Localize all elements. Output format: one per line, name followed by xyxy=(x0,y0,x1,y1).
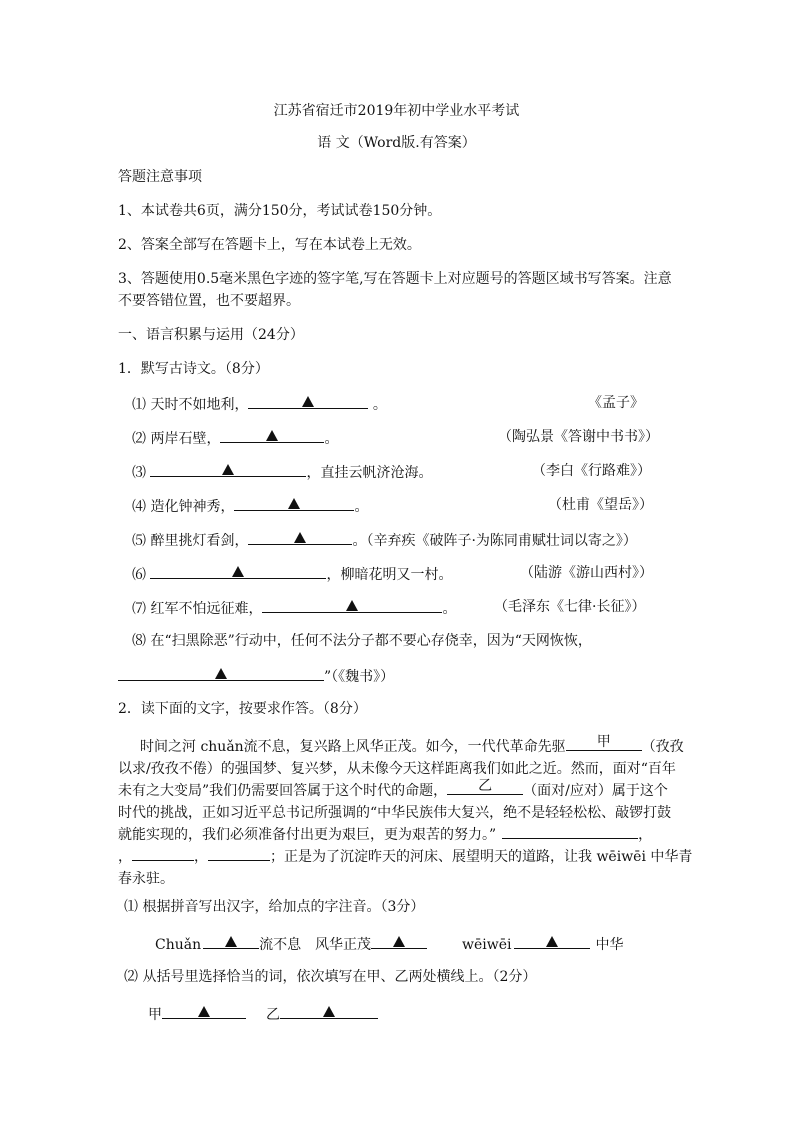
section-heading: 一、语言积累与运用（24分） xyxy=(118,327,304,343)
notes-heading: 答题注意事项 xyxy=(118,169,202,185)
note-item-3-line-1: 3、答题使用0.5毫米黑色字迹的签字笔,写在答题卡上对应题号的答题区域书写答案。注意 xyxy=(118,271,672,287)
poem-item xyxy=(132,564,452,584)
answer-blank[interactable] xyxy=(132,846,194,861)
poem-item xyxy=(132,428,338,448)
item-number: ⑹ xyxy=(132,567,146,583)
item-text: 红军不怕远征难， xyxy=(150,601,263,617)
fill-label: 乙 xyxy=(266,1007,280,1023)
passage-text: ， xyxy=(638,827,653,843)
triangle-marker-icon xyxy=(266,430,278,441)
answer-blank-yi[interactable] xyxy=(447,780,523,795)
triangle-marker-icon xyxy=(222,464,234,475)
item-text: 造化钟神秀， xyxy=(150,499,235,515)
answer-blank[interactable] xyxy=(514,934,590,949)
answer-blank[interactable] xyxy=(234,496,354,511)
answer-blank[interactable] xyxy=(118,666,324,681)
blank-label: 甲 xyxy=(596,734,611,750)
poem-item xyxy=(132,394,387,414)
blank-label: 乙 xyxy=(478,778,493,794)
poem-source: 《孟子》 xyxy=(588,395,644,411)
fill-row xyxy=(266,1004,378,1024)
pinyin-text: 风华正茂 xyxy=(315,937,371,953)
answer-blank[interactable] xyxy=(280,1004,378,1019)
item-text: 天时不如地利， xyxy=(150,397,249,413)
passage-line xyxy=(118,780,678,802)
triangle-marker-icon xyxy=(225,936,237,947)
poem-source: （杜甫《望岳》） xyxy=(548,497,653,513)
poem-source: （陶弘景《答谢中书书》） xyxy=(498,429,659,445)
item-text: 。 xyxy=(324,431,339,447)
item-number: ⑸ xyxy=(132,533,146,549)
passage-line xyxy=(118,846,693,868)
pinyin-text: 中华 xyxy=(595,937,624,953)
item-number: ⑷ xyxy=(132,499,146,515)
poem-source: （毛泽东《七律·长征》） xyxy=(494,599,646,615)
poem-item xyxy=(132,598,456,618)
answer-blank[interactable] xyxy=(502,824,638,839)
poem-source: （陆游《游山西村》） xyxy=(520,565,653,581)
pinyin-row xyxy=(462,934,624,954)
passage-line: 春永驻。 xyxy=(118,871,174,887)
passage-line: 以求/孜孜不倦）的强国梦、复兴梦，从未像今天这样距离我们如此之近。然而，面对“百年 xyxy=(118,761,676,777)
item-number: ⑶ xyxy=(132,465,146,481)
item-text: 醉里挑灯看剑， xyxy=(150,533,249,549)
passage-text: 就能实现的，我们必须准备付出更为艰巨，更为艰苦的努力。” xyxy=(118,827,497,843)
pinyin-text: Chuǎn xyxy=(155,937,202,953)
poem-item-continuation xyxy=(118,666,394,686)
answer-blank[interactable] xyxy=(371,934,427,949)
triangle-marker-icon xyxy=(198,1006,210,1017)
answer-blank[interactable] xyxy=(203,934,259,949)
item-text: ”（《魏书》） xyxy=(324,669,395,685)
triangle-marker-icon xyxy=(546,936,558,947)
exam-subtitle: 语 文（Word版.有答案） xyxy=(317,135,476,151)
answer-blank[interactable] xyxy=(150,564,326,579)
note-item-2: 2、答案全部写在答题卡上，写在本试卷上无效。 xyxy=(118,237,421,253)
item-text: 。 xyxy=(354,499,369,515)
passage-text: （孜孜 xyxy=(641,739,684,755)
item-number: ⑴ xyxy=(132,397,146,413)
triangle-marker-icon xyxy=(232,566,244,577)
triangle-marker-icon xyxy=(288,498,300,509)
answer-blank[interactable] xyxy=(162,1004,246,1019)
triangle-marker-icon xyxy=(393,936,405,947)
answer-blank[interactable] xyxy=(248,530,352,545)
answer-blank[interactable] xyxy=(150,462,306,477)
passage-text: ， xyxy=(118,849,132,865)
passage-line xyxy=(118,824,678,846)
triangle-marker-icon xyxy=(294,532,306,543)
passage-text: ， xyxy=(194,849,208,865)
item-text: 两岸石壁， xyxy=(150,431,221,447)
exam-title: 江苏省宿迁市2019年初中学业水平考试 xyxy=(273,103,520,119)
passage-line xyxy=(140,736,700,758)
poem-item xyxy=(132,462,432,482)
item-text: 在“扫黑除恶”行动中，任何不法分子都不要心存侥幸，因为“天网恢恢， xyxy=(150,633,592,649)
item-text: ，柳暗花明又一村。 xyxy=(326,567,453,583)
fill-row xyxy=(148,1004,246,1024)
passage-text: 未有之大变局”我们仍需要回答属于这个时代的命题， xyxy=(118,783,448,799)
triangle-marker-icon xyxy=(323,1006,335,1017)
item-text: 。 xyxy=(368,397,387,413)
item-text: 。 xyxy=(442,601,457,617)
pinyin-text: 流不息 xyxy=(259,937,302,953)
poem-item xyxy=(132,496,368,516)
passage-line: 时代的挑战，正如习近平总书记所强调的“中华民族伟大复兴，绝不是轻轻松松、敲锣打鼓 xyxy=(118,805,672,821)
note-item-3-line-2: 不要答错位置，也不要超界。 xyxy=(118,293,300,309)
answer-blank[interactable] xyxy=(208,846,270,861)
pinyin-row xyxy=(315,934,427,954)
passage-text: ；正是为了沉淀昨天的河床、展望明天的道路，让我 wēiwēi 中华青 xyxy=(270,849,693,865)
answer-blank-jia[interactable] xyxy=(566,736,642,751)
pinyin-text: wēiwēi xyxy=(462,937,512,953)
subquestion-2-title: ⑵ 从括号里选择恰当的词，依次填写在甲、乙两处横线上。（2分） xyxy=(124,969,537,985)
poem-source: （李白《行路难》） xyxy=(532,463,651,479)
pinyin-row xyxy=(155,934,301,954)
item-text: ，直挂云帆济沧海。 xyxy=(306,465,433,481)
item-number: ⑵ xyxy=(132,431,146,447)
passage-text: 时间之河 chuǎn流不息，复兴路上风华正茂。如今，一代代革命先驱 xyxy=(140,739,566,755)
fill-label: 甲 xyxy=(148,1007,162,1023)
poem-item xyxy=(132,530,637,550)
poem-item xyxy=(132,632,592,650)
triangle-marker-icon xyxy=(215,668,227,679)
answer-blank[interactable] xyxy=(262,598,442,613)
question-1-title: 1．默写古诗文。（8分） xyxy=(118,361,269,377)
triangle-marker-icon xyxy=(302,396,314,407)
question-2-title: 2．读下面的文字，按要求作答。（8分） xyxy=(118,701,367,717)
passage-text: （面对/应对）属于这个 xyxy=(523,783,668,799)
item-number: ⑻ xyxy=(132,633,146,649)
subquestion-1-title: ⑴ 根据拼音写出汉字，给加点的字注音。（3分） xyxy=(124,899,425,915)
answer-blank[interactable] xyxy=(220,428,324,443)
note-item-1: 1、本试卷共6页，满分150分，考试试卷150分钟。 xyxy=(118,203,442,219)
item-number: ⑺ xyxy=(132,601,146,617)
triangle-marker-icon xyxy=(346,600,358,611)
answer-blank[interactable] xyxy=(248,394,368,409)
item-text: 。（辛弃疾《破阵子·为陈同甫赋壮词以寄之》） xyxy=(352,533,637,549)
